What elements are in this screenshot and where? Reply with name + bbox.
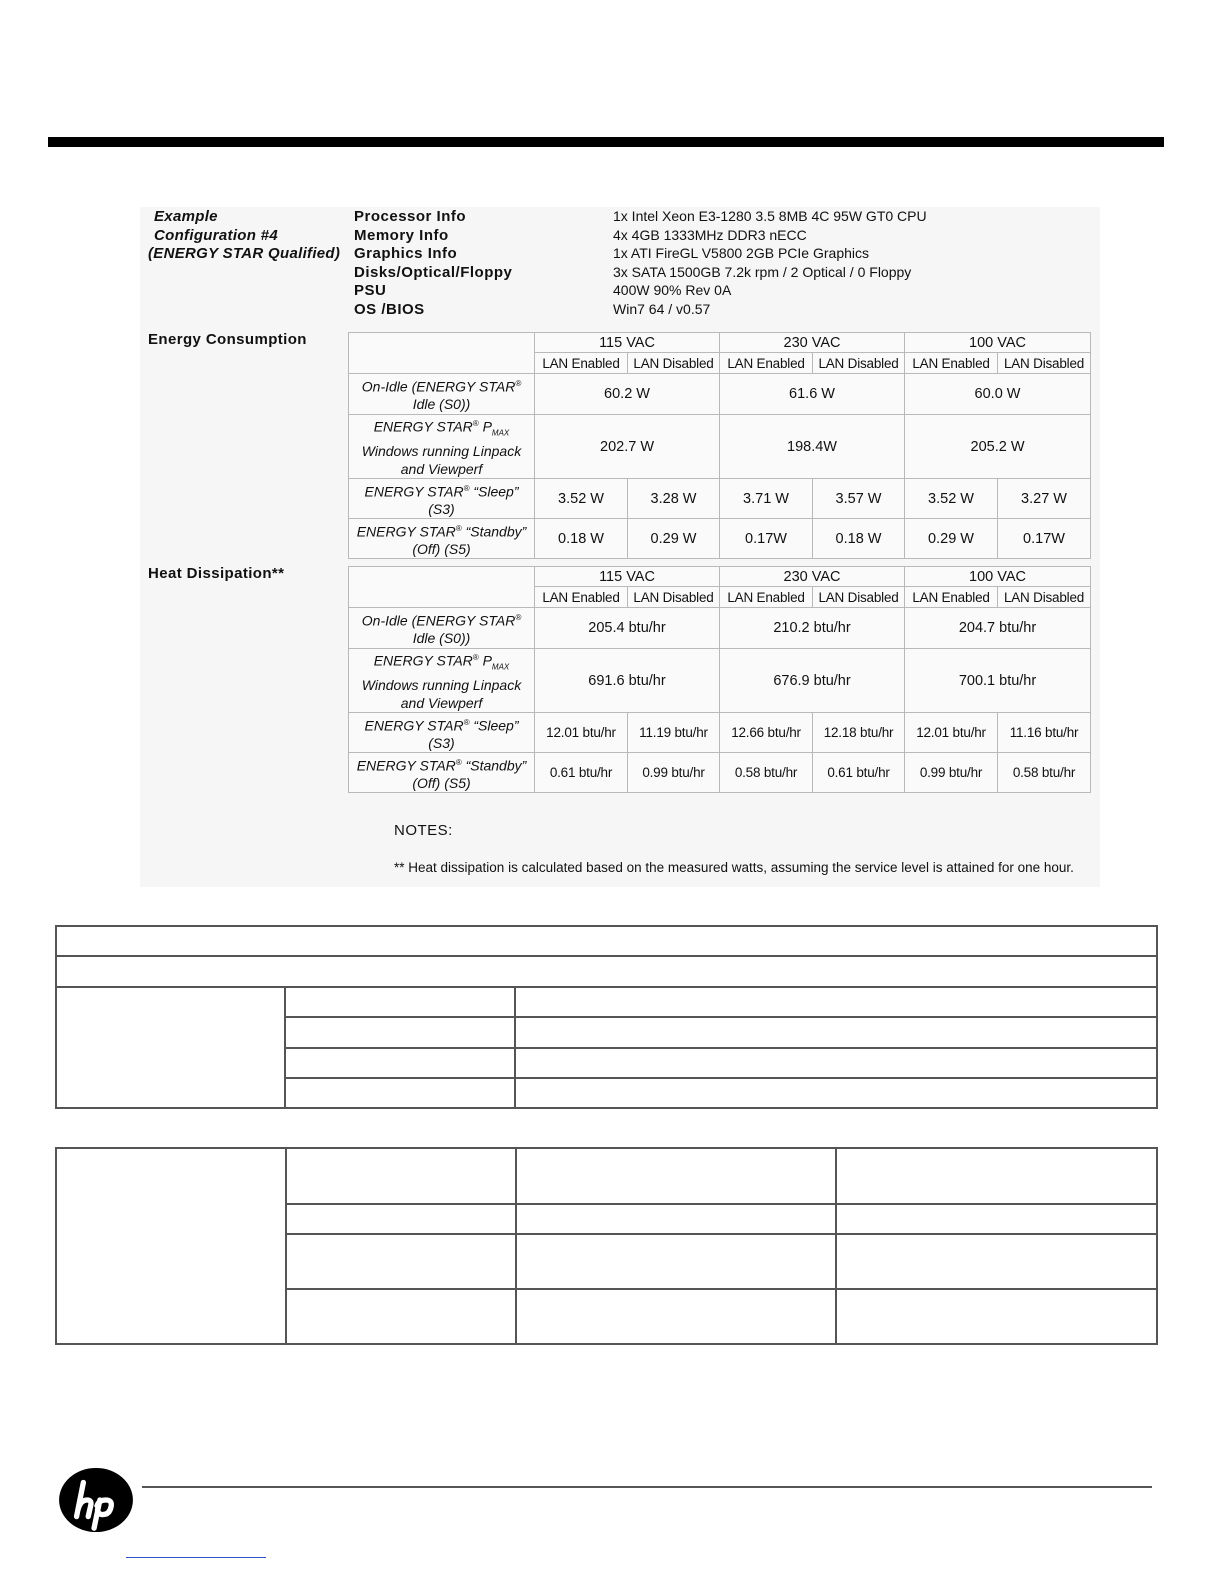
value-cell: 12.66 btu/hr: [720, 713, 813, 753]
table-cell: [516, 1289, 836, 1344]
lan-header: LAN Enabled: [535, 587, 628, 608]
spec-key-graphics: Graphics Info: [354, 245, 458, 262]
table-cell: [515, 1078, 1157, 1108]
value-cell: 0.61 btu/hr: [813, 753, 905, 793]
energy-table: [348, 332, 1091, 559]
value-cell: 0.99 btu/hr: [628, 753, 720, 793]
table-cell: [516, 1234, 836, 1289]
value-cell: 202.7 W: [535, 415, 720, 479]
value-cell: 0.18 W: [813, 519, 905, 559]
spec-key-os: OS /BIOS: [354, 301, 425, 318]
value-cell: 60.0 W: [905, 374, 1091, 415]
lan-header: LAN Enabled: [535, 353, 628, 374]
config-title-line-3: (ENERGY STAR Qualified): [148, 245, 341, 262]
value-cell: 700.1 btu/hr: [905, 649, 1091, 713]
lan-header: LAN Enabled: [905, 353, 998, 374]
value-cell: 210.2 btu/hr: [720, 608, 905, 649]
value-cell: 0.29 W: [905, 519, 998, 559]
row-label-standby: ENERGY STAR® “Standby” (Off) (S5): [349, 519, 535, 559]
value-cell: 0.99 btu/hr: [905, 753, 998, 793]
voltage-header: 115 VAC: [535, 333, 720, 353]
table-cell: [516, 1148, 836, 1204]
value-cell: 205.2 W: [905, 415, 1091, 479]
spec-key-disks: Disks/Optical/Floppy: [354, 264, 513, 281]
table-cell: [285, 1048, 515, 1078]
table-cell: [515, 1048, 1157, 1078]
row-label-sleep: ENERGY STAR® “Sleep” (S3): [349, 713, 535, 753]
table-cell: [286, 1234, 516, 1289]
value-cell: 691.6 btu/hr: [535, 649, 720, 713]
value-cell: 3.27 W: [998, 479, 1091, 519]
spec-key-psu: PSU: [354, 282, 387, 299]
value-cell: 12.01 btu/hr: [535, 713, 628, 753]
value-cell: 3.52 W: [535, 479, 628, 519]
spec-value-memory: 4x 4GB 1333MHz DDR3 nECC: [613, 227, 807, 243]
table-cell: [286, 1204, 516, 1234]
value-cell: 3.28 W: [628, 479, 720, 519]
value-cell: 61.6 W: [720, 374, 905, 415]
row-label-pmax: ENERGY STAR® $P_{MAX}$ Windows running Linpack and Viewperf: [349, 415, 535, 479]
spec-value-os: Win7 64 / v0.57: [613, 301, 711, 317]
value-cell: 12.18 btu/hr: [813, 713, 905, 753]
header-bar: [48, 137, 1164, 147]
hp-logo-icon: [57, 1466, 135, 1534]
spec-value-disks: 3x SATA 1500GB 7.2k rpm / 2 Optical / 0 Floppy: [613, 264, 912, 280]
table-cell: [836, 1234, 1157, 1289]
table-cell: [836, 1289, 1157, 1344]
table-cell: [836, 1148, 1157, 1204]
row-label-on-idle: On-Idle (ENERGY STAR® Idle (S0)): [349, 608, 535, 649]
table-cell: [285, 1017, 515, 1048]
lan-header: LAN Disabled: [813, 587, 905, 608]
value-cell: 11.19 btu/hr: [628, 713, 720, 753]
value-cell: 676.9 btu/hr: [720, 649, 905, 713]
empty-table-2: [55, 1147, 1158, 1345]
table-cell: [56, 987, 285, 1108]
notes-heading: NOTES:: [394, 822, 453, 839]
table-cell: [515, 987, 1157, 1017]
table-cell: [56, 1148, 286, 1344]
value-cell: 198.4W: [720, 415, 905, 479]
lan-header: LAN Disabled: [628, 587, 720, 608]
lan-header: LAN Enabled: [905, 587, 998, 608]
table-cell: [516, 1204, 836, 1234]
spec-value-graphics: 1x ATI FireGL V5800 2GB PCIe Graphics: [613, 245, 869, 261]
energy-heading: Energy Consumption: [148, 331, 307, 348]
voltage-header: 100 VAC: [905, 567, 1091, 587]
value-cell: 0.17W: [998, 519, 1091, 559]
footer-link-underline[interactable]: [126, 1557, 266, 1558]
row-label-standby: ENERGY STAR® “Standby” (Off) (S5): [349, 753, 535, 793]
table-cell: [515, 1017, 1157, 1048]
table-cell: [56, 956, 1157, 987]
row-label-pmax: ENERGY STAR® $P_{MAX}$ Windows running Linpack and Viewperf: [349, 649, 535, 713]
lan-header: LAN Enabled: [720, 587, 813, 608]
value-cell: 0.58 btu/hr: [998, 753, 1091, 793]
config-title-line-1: Example: [154, 208, 218, 225]
voltage-header: 115 VAC: [535, 567, 720, 587]
value-cell: 60.2 W: [535, 374, 720, 415]
lan-header: LAN Enabled: [720, 353, 813, 374]
corner-cell: [349, 567, 535, 608]
value-cell: 0.61 btu/hr: [535, 753, 628, 793]
table-cell: [56, 926, 1157, 956]
spec-value-psu: 400W 90% Rev 0A: [613, 282, 732, 298]
spec-key-processor: Processor Info: [354, 208, 467, 225]
value-cell: 3.57 W: [813, 479, 905, 519]
value-cell: 12.01 btu/hr: [905, 713, 998, 753]
heat-table: [348, 566, 1091, 793]
value-cell: 0.18 W: [535, 519, 628, 559]
row-label-sleep: ENERGY STAR® “Sleep” (S3): [349, 479, 535, 519]
table-cell: [286, 1148, 516, 1204]
empty-table-1: [55, 925, 1158, 1109]
value-cell: 3.52 W: [905, 479, 998, 519]
lan-header: LAN Disabled: [813, 353, 905, 374]
row-label-on-idle: On-Idle (ENERGY STAR® Idle (S0)): [349, 374, 535, 415]
table-cell: [285, 1078, 515, 1108]
value-cell: 11.16 btu/hr: [998, 713, 1091, 753]
lan-header: LAN Disabled: [628, 353, 720, 374]
voltage-header: 100 VAC: [905, 333, 1091, 353]
value-cell: 204.7 btu/hr: [905, 608, 1091, 649]
config-title-line-2: Configuration #4: [154, 227, 278, 244]
footer-rule: [142, 1486, 1152, 1488]
spec-key-memory: Memory Info: [354, 227, 449, 244]
table-cell: [286, 1289, 516, 1344]
corner-cell: [349, 333, 535, 374]
voltage-header: 230 VAC: [720, 333, 905, 353]
lan-header: LAN Disabled: [998, 587, 1091, 608]
lan-header: LAN Disabled: [998, 353, 1091, 374]
voltage-header: 230 VAC: [720, 567, 905, 587]
spec-value-processor: 1x Intel Xeon E3-1280 3.5 8MB 4C 95W GT0 CPU: [613, 208, 927, 224]
value-cell: 0.29 W: [628, 519, 720, 559]
value-cell: 205.4 btu/hr: [535, 608, 720, 649]
value-cell: 3.71 W: [720, 479, 813, 519]
heat-heading: Heat Dissipation**: [148, 565, 285, 582]
table-cell: [836, 1204, 1157, 1234]
notes-text: ** Heat dissipation is calculated based on the measured watts, assuming the service level is attained for one hour.: [394, 860, 1074, 875]
value-cell: 0.58 btu/hr: [720, 753, 813, 793]
table-cell: [285, 987, 515, 1017]
value-cell: 0.17W: [720, 519, 813, 559]
